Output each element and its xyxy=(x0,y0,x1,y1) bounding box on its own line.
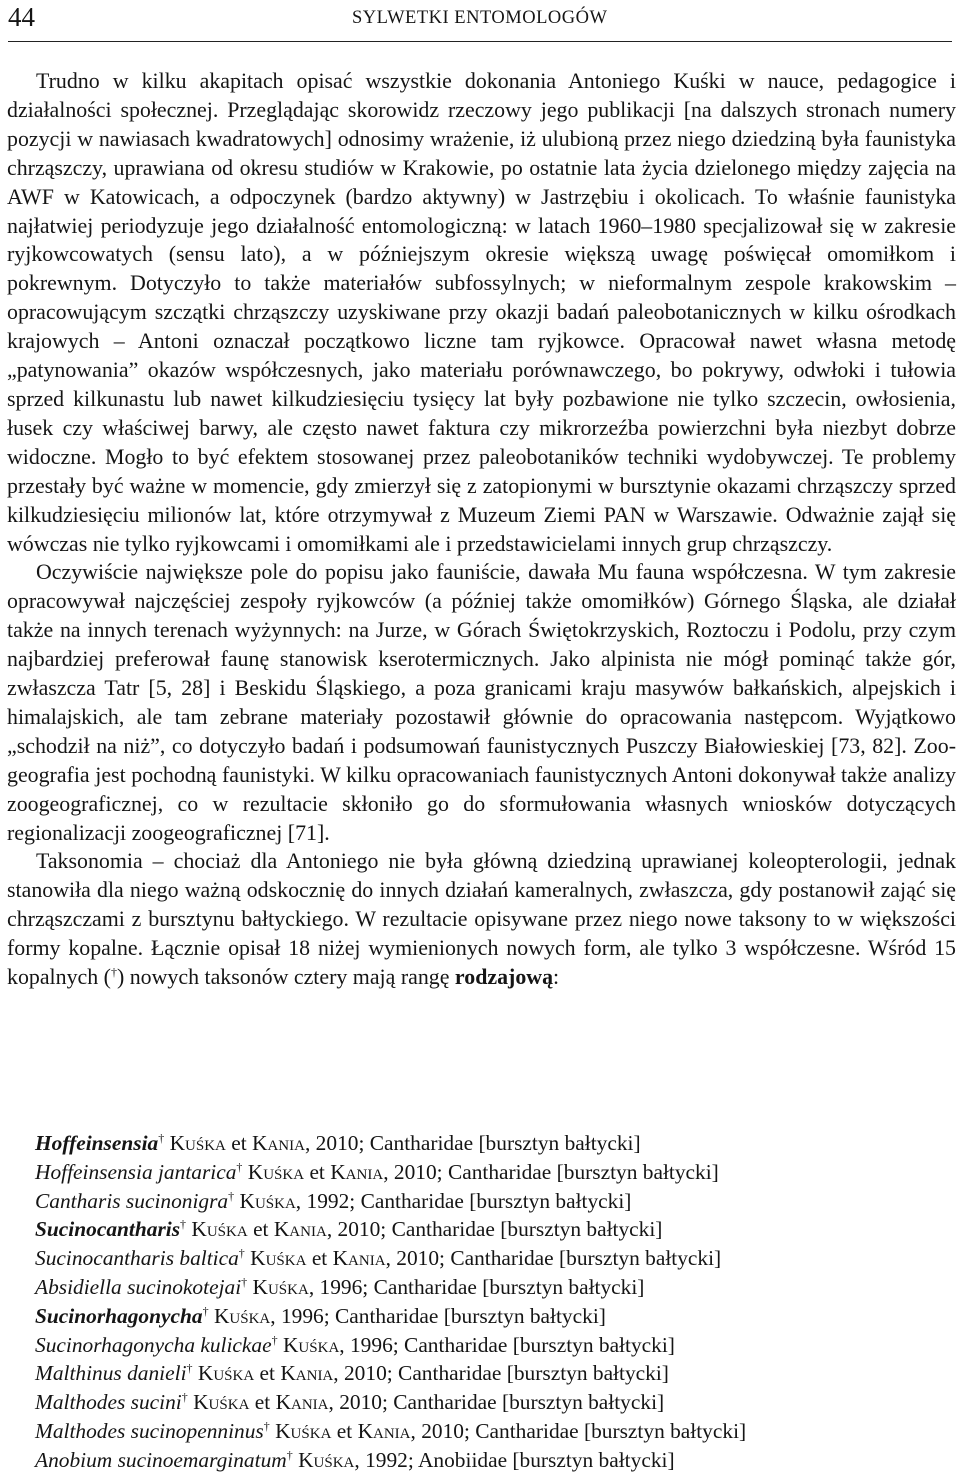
paragraph-taxonomy xyxy=(7,847,956,992)
taxon-entry xyxy=(35,1129,955,1158)
fossil-dagger: † xyxy=(271,1332,278,1347)
fossil-dagger: † xyxy=(202,1303,209,1318)
author-conjunction: et xyxy=(259,1361,275,1386)
taxon-entry xyxy=(35,1359,955,1388)
fossil-dagger: † xyxy=(181,1390,188,1405)
author-conjunction: et xyxy=(309,1159,325,1184)
taxon-author: Kuśka xyxy=(250,1246,307,1271)
taxon-name: Sucinocantharis baltica xyxy=(35,1246,239,1271)
header-rule xyxy=(8,41,952,42)
taxon-author: Kuśka xyxy=(213,1303,271,1328)
taxa-list xyxy=(35,1129,955,1475)
fossil-dagger: † xyxy=(228,1188,235,1203)
taxon-entry xyxy=(35,1158,955,1187)
taxon-coauthor: Kania xyxy=(275,1390,329,1415)
taxon-author: Kuśka xyxy=(252,1274,309,1299)
taxon-details: , 1992; Anobiidae [bursztyn bałtycki] xyxy=(354,1447,675,1472)
author-conjunction: et xyxy=(253,1217,269,1242)
fossil-dagger: † xyxy=(186,1361,193,1376)
taxon-details: , 2010; Cantharidae [bursztyn bałtycki] xyxy=(326,1217,663,1242)
taxon-coauthor: Kania xyxy=(332,1246,386,1271)
taxon-entry xyxy=(35,1417,955,1446)
taxon-author: Kuśka xyxy=(239,1188,296,1213)
taxon-name: Hoffeinsensia xyxy=(35,1131,159,1155)
taxon-name: Anobium sucinoemarginatum xyxy=(35,1447,287,1472)
taxon-name: Absidiella sucinokotejai xyxy=(35,1274,242,1299)
taxon-details: , 2010; Cantharidae [bursztyn bałtycki] xyxy=(383,1159,719,1184)
taxon-details: , 2010; Cantharidae [bursztyn bałtycki] xyxy=(333,1361,669,1386)
taxon-author: Kuśka xyxy=(282,1332,340,1357)
taxon-entry xyxy=(35,1331,955,1360)
fossil-dagger: † xyxy=(286,1447,293,1462)
running-title: SYLWETKI ENTOMOLOGÓW xyxy=(352,8,608,28)
taxon-entry xyxy=(35,1446,955,1475)
taxonomy-text-after: : xyxy=(553,964,560,990)
page-header xyxy=(8,0,952,48)
page-number: 44 xyxy=(8,2,35,32)
taxon-coauthor: Kania xyxy=(357,1418,411,1443)
taxon-entry xyxy=(35,1244,955,1273)
taxon-details: , 2010; Cantharidae [bursztyn bałtycki] xyxy=(304,1131,641,1155)
taxon-entry xyxy=(35,1302,955,1331)
taxonomy-bold-word: rodzajową xyxy=(454,964,554,990)
paragraph-fauna: Oczywiście największe pole do popisu jako fauniście, dawała Mu fauna współczesna. W tym zakresie opracowywał najczęściej zespoły ryjkowców (a później także omomiłków) Górnego Śląska, ale działał także na innych terenach wyżynnych: na Jurze, w Górach Świętokrzyskich, Roztoczu i Podolu, przy czym najbardziej preferował faunę stanowisk kserotermicznych. Jako alpinista nie mógł pominąć także gór, zwłaszcza Tatr [5, 28] i Beskidu Śląskiego, a poza granicami kraju masywów bałkańskich, alpejskich i himalajskich, ale tam zebrane materiały pozostawił głównie do opracowania następcom. Wyjątkowo „schodził na niż”, co dotyczyło badań i podsumowań faunistycznych Puszczy Białowieskiej [73, 82]. Zoogeografia jest pochodną faunistyki. W kilku opracowaniach faunistycznych Antoni dokonywał także analizy zoogeograficznej, co w rezultacie skłoniło go do sformułowania własnych wniosków dotyczących regionalizacji zoogeograficznej [71]. xyxy=(7,559,956,845)
taxon-details: , 2010; Cantharidae [bursztyn bałtycki] xyxy=(328,1390,665,1415)
taxon-author: Kuśka xyxy=(191,1217,248,1242)
taxon-entry xyxy=(35,1215,955,1244)
taxon-details: , 1996; Cantharidae [bursztyn bałtycki] xyxy=(308,1274,645,1299)
taxon-author: Kuśka xyxy=(193,1390,250,1415)
author-conjunction: et xyxy=(231,1131,247,1155)
dagger-symbol: † xyxy=(110,965,117,980)
taxon-author: Kuśka xyxy=(197,1361,255,1386)
taxon-entry xyxy=(35,1273,955,1302)
fossil-dagger: † xyxy=(241,1274,248,1289)
taxon-name: Sucinorhagonycha xyxy=(35,1303,203,1328)
fossil-dagger: † xyxy=(236,1159,243,1174)
taxon-author: Kuśka xyxy=(247,1159,305,1184)
taxon-coauthor: Kania xyxy=(280,1361,334,1386)
taxon-name: Malthodes sucinopenninus xyxy=(35,1418,264,1443)
taxon-name: Malthodes sucini xyxy=(35,1390,182,1415)
taxon-details: , 1992; Cantharidae [bursztyn bałtycki] xyxy=(295,1188,632,1213)
taxon-coauthor: Kania xyxy=(273,1217,327,1242)
author-conjunction: et xyxy=(311,1246,328,1271)
fossil-dagger: † xyxy=(263,1418,270,1433)
taxon-author: Kuśka xyxy=(169,1131,226,1155)
taxon-details: , 1996; Cantharidae [bursztyn bałtycki] xyxy=(339,1332,675,1357)
taxon-details: , 2010; Cantharidae [bursztyn bałtycki] xyxy=(385,1246,722,1271)
taxon-author: Kuśka xyxy=(298,1447,355,1472)
taxon-coauthor: Kania xyxy=(330,1159,384,1184)
taxon-details: , 2010; Cantharidae [bursztyn bałtycki] xyxy=(410,1418,747,1443)
taxon-name: Malthinus danieli xyxy=(35,1361,187,1386)
paragraph-achievements: Trudno w kilku akapitach opisać wszystkie dokonania Antoniego Kuśki w nauce, pedagogice i działalności społecznej. Przeglądając skorowidz rzeczowy jego publikacji [na dalszych stronach numery pozycji w nawiasach kwadratowych] odnosimy wrażenie, iż ulubioną przez niego dziedziną była faunistyka chrząszczy, uprawiana od okresu studiów w Krakowie, po ostatnie lata życia dzielonego między zajęcia na AWF w Katowicach, a odpoczynek (bardzo aktywny) w Jastrzębiu i okolicach. To właśnie faunistyka najłatwiej periodyzuje jego działalność entomologiczną: w latach 1960–1980 specjalizował się w zakresie ryjkowcowatych (sensu lato), a w późniejszym okresie większą uwagę poświęcał omomiłkom i pokrewnym. Dotyczyło to także materiałów subfossylnych; w nieformalnym zespole krakowskim – opracowującym szczątki chrząszczy uzyskiwane przy okazji badań paleobotanicznych w kilku ośrodkach krajowych – Antoni oznaczał początkowo liczne tam ryjkowce. Opracował nawet własna metodę „patynowania” okazów współczesnych, jako materiału porównawczego, bo pokrywy, odwłoki i tułowia sprzed kilkunastu lub nawet kilkudziesięciu tysięcy lat były pozbawione nie tylko szczecin, owłosienia, łusek czy właściwej barwy, ale często nawet faktura czy mikrorzeźba powierzchni była niezbyt dobrze widoczne. Mogło to być efektem stosowanej przez paleobotaników techniki wydobywczej. Te problemy przestały być ważne w momencie, gdy zmierzył się z zatopionymi w bursztynie okazami chrząszczy sprzed kilkudziesięciu milionów lat, które otrzymywał z Muzeum Ziemi PAN w Warszawie. Odważnie zajął się wówczas nie tylko ryjkowcami i omomiłkami ale i przedstawicielami innych grup chrząszczy. xyxy=(7,68,956,556)
taxon-entry xyxy=(35,1187,955,1216)
taxon-author: Kuśka xyxy=(275,1418,332,1443)
taxon-name: Sucinocantharis xyxy=(35,1217,181,1242)
taxonomy-text-before: Taksonomia – chociaż dla Antoniego nie była główną dziedziną uprawianej koleopterologii, jednak stanowiła dla niego ważną odskocznię do innych działań kameralnych, zwłaszcza, gdy postanowił zająć się chrząszczami z bursztynu bałtyckiego. W rezultacie opisywane przez niego nowe taksony to w większości formy kopalne. Łącznie opisał 18 niżej wymienionych nowych form, ale tylko 3 współczesne. Wśród 15 kopalnych ( xyxy=(7,848,956,990)
taxon-entry xyxy=(35,1388,955,1417)
author-conjunction: et xyxy=(336,1418,353,1443)
fossil-dagger: † xyxy=(158,1131,165,1145)
taxon-details: , 1996; Cantharidae [bursztyn bałtycki] xyxy=(270,1303,606,1328)
fossil-dagger: † xyxy=(180,1217,187,1232)
author-conjunction: et xyxy=(254,1390,271,1415)
taxonomy-text-middle: ) nowych taksonów cztery mają rangę xyxy=(116,964,455,990)
fossil-dagger: † xyxy=(238,1246,245,1261)
taxon-name: Sucinorhagonycha kulickae xyxy=(35,1332,272,1357)
taxon-name: Hoffeinsensia jantarica xyxy=(35,1159,237,1184)
article-body xyxy=(7,67,956,992)
taxon-name: Cantharis sucinonigra xyxy=(35,1188,229,1213)
taxon-coauthor: Kania xyxy=(252,1131,305,1155)
